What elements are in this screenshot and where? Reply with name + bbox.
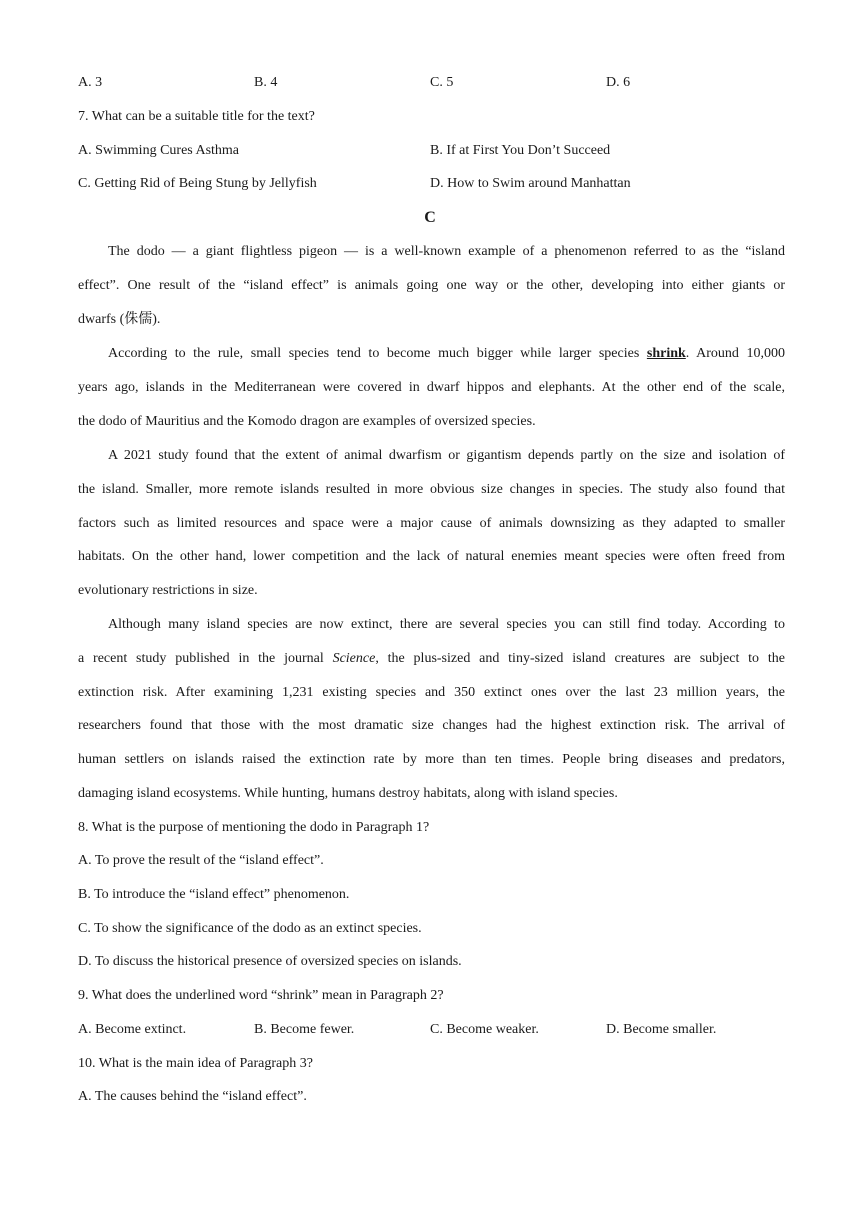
q10-option-a: A. The causes behind the “island effect”. <box>78 1089 307 1104</box>
q8-question: 8. What is the purpose of mentioning the dodo in Paragraph 1? <box>78 820 430 835</box>
paragraph-3-line: evolutionary restrictions in size. <box>78 583 258 598</box>
paragraph-1-line: dwarfs (侏儒). <box>78 312 161 327</box>
q6-option-d: D. 6 <box>606 75 631 90</box>
underlined-word-shrink: shrink <box>646 346 686 361</box>
paragraph-4-line: extinction risk. After examining 1,231 existing species and 350 extinct ones over the last 23 million years, the <box>78 685 785 700</box>
paragraph-2-line: years ago, islands in the Mediterranean were covered in dwarf hippos and elephants. At the other end of the scale, <box>78 380 785 395</box>
q8-option-b: B. To introduce the “island effect” phenomenon. <box>78 887 350 902</box>
q7-option-d: D. How to Swim around Manhattan <box>430 176 631 191</box>
paragraph-1-line: effect”. One result of the “island effect” is animals going one way or the other, developing into either giants or <box>78 278 785 293</box>
paragraph-4-line: Although many island species are now extinct, there are several species you can still find today. According to <box>108 617 785 632</box>
q9-option-d: D. Become smaller. <box>606 1022 717 1037</box>
paragraph-3-line: A 2021 study found that the extent of animal dwarfism or gigantism depends partly on the size and isolation of <box>108 448 785 463</box>
paragraph-3-line: the island. Smaller, more remote islands resulted in more obvious size changes in species. The study also found that <box>78 482 785 497</box>
paragraph-2-line <box>108 344 785 364</box>
q8-option-c: C. To show the significance of the dodo as an extinct species. <box>78 921 422 936</box>
paragraph-4-text: a recent study published in the journal <box>78 651 333 666</box>
q8-option-d: D. To discuss the historical presence of oversized species on islands. <box>78 954 462 969</box>
paragraph-1-line: The dodo — a giant flightless pigeon — is a well-known example of a phenomenon referred to as the “island <box>108 244 785 259</box>
q8-option-a: A. To prove the result of the “island effect”. <box>78 853 324 868</box>
q9-option-c: C. Become weaker. <box>430 1022 539 1037</box>
section-heading: C <box>424 209 436 226</box>
paragraph-4-line: researchers found that those with the most dramatic size changes had the highest extinction risk. The arrival of <box>78 718 785 733</box>
q7-option-a: A. Swimming Cures Asthma <box>78 143 240 158</box>
q9-option-b: B. Become fewer. <box>254 1022 355 1037</box>
paragraph-4-text: , the plus-sized and tiny-sized island creatures are subject to the <box>375 651 785 666</box>
paragraph-2-line: the dodo of Mauritius and the Komodo dragon are examples of oversized species. <box>78 414 536 429</box>
q7-question: 7. What can be a suitable title for the text? <box>78 109 315 124</box>
paragraph-3-line: habitats. On the other hand, lower competition and the lack of natural enemies meant species were often freed from <box>78 549 785 564</box>
q6-option-c: C. 5 <box>430 75 454 90</box>
journal-name: Science <box>332 651 376 666</box>
q9-question: 9. What does the underlined word “shrink” mean in Paragraph 2? <box>78 988 444 1003</box>
paragraph-2-text: According to the rule, small species tend to become much bigger while larger species <box>108 346 647 361</box>
q9-option-a: A. Become extinct. <box>78 1022 187 1037</box>
paragraph-4-line: human settlers on islands raised the extinction rate by more than ten times. People bring diseases and predators, <box>78 752 785 767</box>
q7-option-b: B. If at First You Don’t Succeed <box>430 143 611 158</box>
q10-question: 10. What is the main idea of Paragraph 3? <box>78 1056 313 1071</box>
paragraph-4-line <box>78 649 785 669</box>
q6-option-b: B. 4 <box>254 75 278 90</box>
q6-option-a: A. 3 <box>78 75 103 90</box>
q7-option-c: C. Getting Rid of Being Stung by Jellyfish <box>78 176 317 191</box>
paragraph-4-line: damaging island ecosystems. While hunting, humans destroy habitats, along with island species. <box>78 786 618 801</box>
paragraph-2-text: . Around 10,000 <box>685 346 786 361</box>
paragraph-3-line: factors such as limited resources and space were a major cause of animals downsizing as they adapted to smaller <box>78 516 785 531</box>
